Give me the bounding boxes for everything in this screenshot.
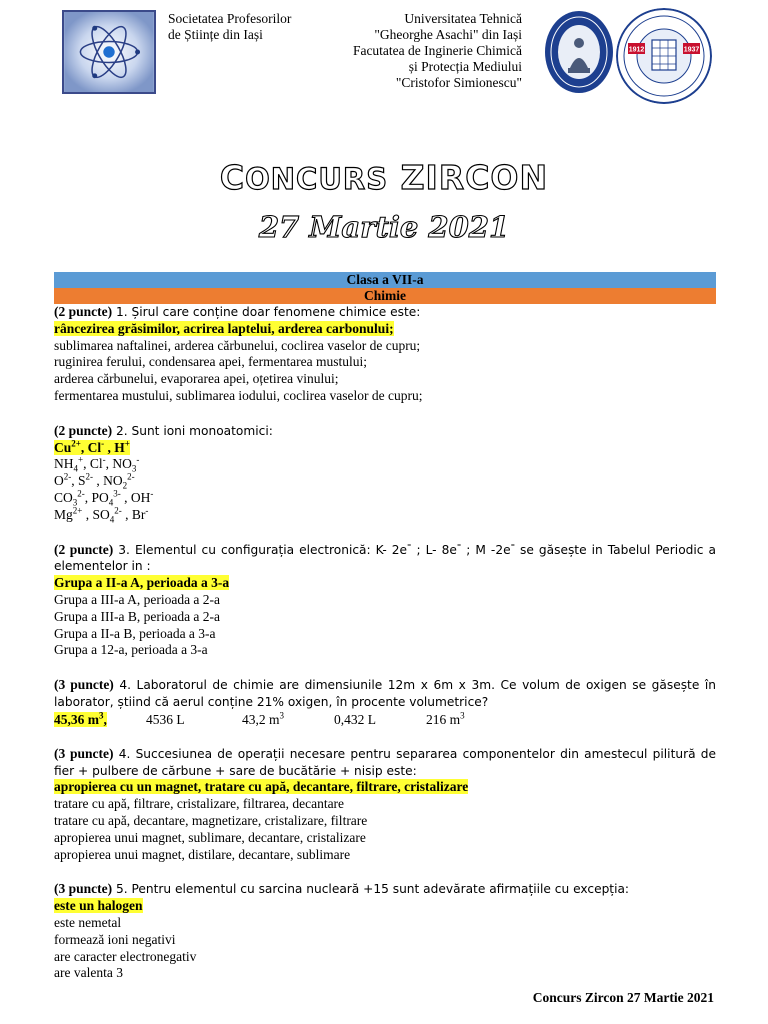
class-bar: Clasa a VII-a bbox=[54, 272, 716, 288]
question-stem: 1. Șirul care conține doar fenomene chimice este: bbox=[112, 305, 421, 319]
atom-icon bbox=[64, 12, 154, 92]
title-initial: C bbox=[219, 158, 246, 197]
question-2 bbox=[54, 423, 716, 524]
university-name-line: "Gheorghe Asachi" din Iași bbox=[374, 27, 522, 42]
seal-year: 1937 bbox=[683, 46, 700, 54]
correct-answer: Grupa a II-a A, perioada a 3-a bbox=[54, 575, 230, 591]
university-seal bbox=[544, 10, 614, 94]
question-3: (2 puncte) 3. Elementul cu configurația electronică: K- 2e- ; L- 8e- ; M -2e- se găsește in Tabelul Periodic a elementelor in : Grupa a II-a A, perioada a 3-a Grupa a III-a A, perioada a 2-a Grupa a III-a B, perioada a 2-a Grupa a II-a B, perioada a 3-a Grupa a 12-a, perioada a 3-a bbox=[54, 537, 716, 658]
question-4-separation bbox=[54, 746, 716, 864]
answer-option: 4536 L bbox=[146, 711, 185, 727]
question-4-volume bbox=[54, 677, 716, 728]
question-points: (3 puncte) bbox=[54, 677, 114, 693]
answer-row bbox=[54, 711, 716, 728]
question-stem: 4. Laboratorul de chimie are dimensiunile 12m x 6m x 3m. Ce volum de oxigen se găsește în laborator, știind că aerul conține 21% oxigen, în procente volumetrice? bbox=[54, 678, 717, 709]
answer-option: are caracter electronegativ bbox=[54, 948, 197, 964]
answer-option: tratare cu apă, filtrare, cristalizare, filtrarea, decantare bbox=[54, 796, 345, 812]
questions bbox=[54, 304, 716, 1000]
title-name: ZIRCON bbox=[400, 158, 549, 197]
correct-answer: este un halogen bbox=[54, 898, 143, 914]
answer-option: sublimarea naftalinei, arderea cărbunelui, coclirea vaselor de cupru; bbox=[54, 337, 421, 353]
society-logo bbox=[62, 10, 156, 94]
answer-option: 216 $m^3$ bbox=[426, 710, 465, 727]
answer-option: $Mg^{2+}$ , $SO_4^{2-}$ , Br- bbox=[54, 505, 149, 525]
answer-option: $O^{2-}$, $S^{2-}$ , $NO_2^{2-}$ bbox=[54, 471, 135, 491]
answer-option: apropierea unui magnet, sublimare, decantare, cristalizare bbox=[54, 829, 366, 845]
question-stem: 5. Pentru elementul cu sarcina nucleară +15 sunt adevărate afirmațiile cu excepția: bbox=[112, 882, 630, 897]
university-name bbox=[300, 11, 522, 91]
question-stem: ; L- 8e bbox=[411, 542, 457, 557]
question-points: (2 puncte) bbox=[54, 541, 114, 557]
title-rest: ONCURS bbox=[245, 162, 389, 196]
answer-option: Grupa a III-a B, perioada a 2-a bbox=[54, 608, 221, 624]
faculty-seal bbox=[616, 8, 712, 104]
answer-option: formează ioni negativi bbox=[54, 931, 176, 947]
correct-answer: $Cu^{2+}$, Cl- , H+ bbox=[54, 438, 130, 455]
answer-option: Grupa a II-a B, perioada a 3-a bbox=[54, 625, 216, 641]
question-stem: 2. Sunt ioni monoatomici: bbox=[112, 423, 273, 438]
question-points: (2 puncte) bbox=[54, 304, 113, 319]
answer-option: este nemetal bbox=[54, 914, 122, 930]
answer-option: tratare cu apă, decantare, magnetizare, cristalizare, filtrare bbox=[54, 812, 368, 828]
question-points: (3 puncte) bbox=[54, 745, 114, 761]
university-name-line: Universitatea Tehnică bbox=[404, 11, 522, 26]
correct-answer: râncezirea grăsimilor, acrirea laptelui, arderea carbonului; bbox=[54, 320, 394, 336]
answer-option: $CO_3^{2-}$, $PO_4^{3-}$ , OH- bbox=[54, 488, 154, 508]
question-stem: 3. Elementul cu configurația electronică: K- 2e bbox=[113, 542, 408, 557]
question-5 bbox=[54, 881, 716, 982]
answer-option: apropierea unui magnet, distilare, decantare, sublimare bbox=[54, 846, 351, 862]
answer-option: fermentarea mustului, sublimarea iodului, coclirea vaselor de cupru; bbox=[54, 387, 423, 403]
university-seal-icon bbox=[544, 10, 614, 94]
answer-option: 0,432 L bbox=[334, 711, 376, 727]
contest-title bbox=[0, 157, 768, 200]
university-name-line: și Protecția Mediului bbox=[408, 59, 522, 74]
correct-answer: apropierea cu un magnet, tratare cu apă, decantare, filtrare, cristalizare bbox=[54, 779, 469, 795]
question-stem: ; M -2e bbox=[461, 542, 511, 557]
answer-option: are valenta 3 bbox=[54, 965, 123, 981]
answer-option: arderea cărbunelui, evaporarea apei, oțetirea vinului; bbox=[54, 371, 339, 387]
contest-date: 27 Martie 2021 bbox=[258, 210, 510, 244]
society-name-line: Societatea Profesorilor bbox=[168, 11, 292, 26]
society-name-line: de Științe din Iași bbox=[168, 27, 263, 42]
answer-option: Grupa a 12-a, perioada a 3-a bbox=[54, 642, 208, 658]
correct-answer: 45,36 $m^3$, bbox=[54, 710, 107, 727]
society-name bbox=[168, 11, 291, 43]
university-name-line: "Cristofor Simionescu" bbox=[395, 75, 522, 90]
answer-option: Grupa a III-a A, perioada a 2-a bbox=[54, 591, 221, 607]
page-footer: Concurs Zircon 27 Martie 2021 bbox=[532, 990, 714, 1005]
question-points: (3 puncte) bbox=[54, 881, 113, 897]
answer-option: 43,2 $m^3$ bbox=[242, 710, 285, 727]
faculty-seal-icon bbox=[616, 8, 712, 104]
question-stem: 4. Succesiunea de operații necesare pentru separarea componentelor din amestecul pilitură de fier + pulbere de cărbune + sare de bucătărie + nisip este: bbox=[54, 746, 717, 778]
subject-bar: Chimie bbox=[54, 288, 716, 304]
question-points: (2 puncte) bbox=[54, 422, 113, 438]
question-1 bbox=[54, 304, 716, 405]
answer-option: $NH_4^+$, Cl-, $NO_3^-$ bbox=[54, 454, 140, 475]
seal-year: 1912 bbox=[628, 46, 645, 54]
question-stem: se găsește in Tabelul Periodic a elementelor in : bbox=[54, 542, 716, 574]
answer-option: ruginirea ferului, condensarea apei, fermentarea mustului; bbox=[54, 354, 367, 370]
university-name-line: Facutatea de Inginerie Chimică bbox=[352, 43, 522, 58]
